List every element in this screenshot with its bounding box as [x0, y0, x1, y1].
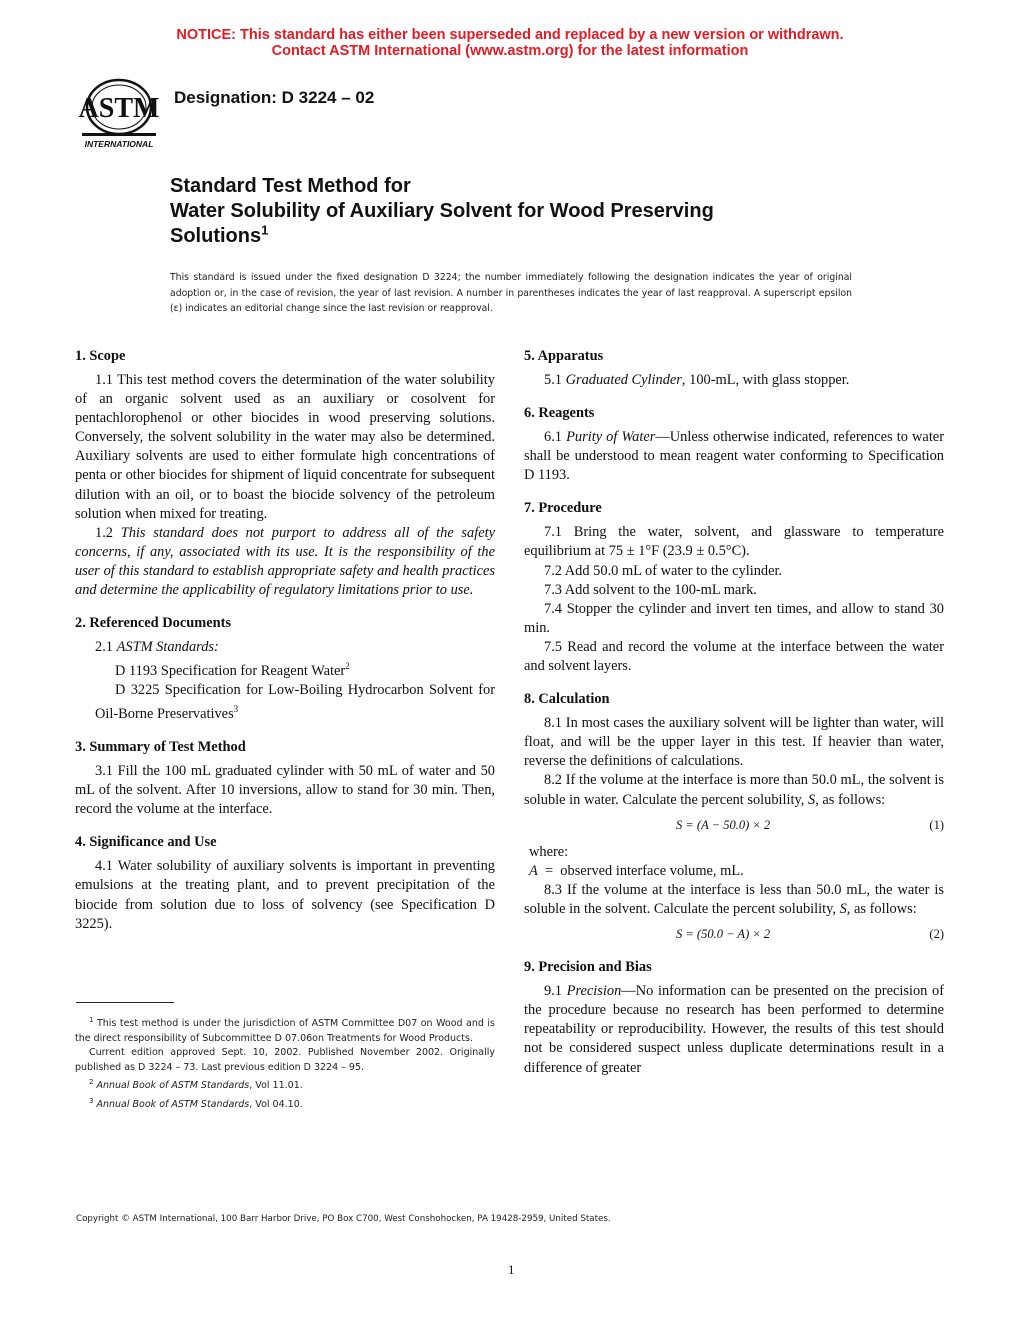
paragraph-text: —No information can be presented on the precision of the procedure because no research has been performed to determine repeatability or reproducibility. However, the results of this test should not be considered suspect unless duplicate determinations result in a difference of greater: [524, 983, 944, 1076]
where-label: where:: [529, 843, 569, 860]
paragraph: 7.2 Add 50.0 mL of water to the cylinder.: [544, 562, 783, 579]
definition-text: = observed interface volume, mL.: [537, 862, 744, 879]
paragraph: 7.3 Add solvent to the 100-mL mark.: [544, 581, 757, 598]
paragraph: 4.1 Water solubility of auxiliary solvents is important in preventing emulsions at the treating plant, and to prevent precipitation of the biocide from solution due to loss of solvency (see Specification D 3225).: [75, 858, 495, 932]
paragraph: 7.5 Read and record the volume at the interface between the water and solvent layers.: [524, 638, 944, 675]
reference-item: [75, 681, 495, 724]
footnote-text: , Vol 11.01.: [249, 1080, 303, 1092]
equation-1: [524, 816, 944, 835]
paragraph-text: 8.3 If the volume at the interface is less than 50.0 mL, the water is soluble in the solvent. Calculate the percent solubility,: [524, 881, 944, 917]
equation-2: [524, 925, 944, 944]
right-column: [524, 346, 944, 1091]
footnote-mark: 2: [345, 661, 350, 672]
section-heading: 8. Calculation: [524, 691, 610, 708]
section-heading: 9. Precision and Bias: [524, 959, 652, 976]
italic-text: Graduated Cylinder: [565, 372, 682, 388]
title-line-3-text: Solutions: [170, 225, 262, 247]
logo-text: ASTM: [78, 93, 160, 124]
equation-text: S = (A − 50.0) × 2: [676, 817, 771, 832]
paragraph-number: 1.2: [95, 524, 121, 541]
paragraph-number: 9.1: [544, 983, 567, 1000]
section-referenced-documents: [75, 613, 495, 724]
title-line-3: [170, 224, 870, 249]
section-significance: [75, 832, 495, 933]
section-heading: 7. Procedure: [524, 500, 602, 517]
section-procedure: [524, 498, 944, 676]
paragraph-number: 5.1: [544, 372, 566, 388]
italic-text: This standard does not purport to address all of the safety concerns, if any, associated with its use. It is the responsibility of the user of this standard to establish appropriate safety and health practices and determine the applicability of regulatory limitations prior to use.: [75, 524, 495, 599]
paragraph: 7.1 Bring the water, solvent, and glassware to temperature equilibrium at 75 ± 1°F (23.9 ± 0.5°C).: [524, 524, 944, 560]
footnote-title: Annual Book of ASTM Standards: [93, 1098, 250, 1110]
reference-text: D 1193 Specification for Reagent Water: [115, 663, 346, 680]
section-scope: [75, 346, 495, 600]
paragraph: [524, 771, 944, 809]
footnote-mark: 2: [89, 1078, 94, 1087]
italic-text: Precision: [566, 983, 622, 1000]
equation-text: S = (50.0 − A) × 2: [676, 927, 771, 942]
title-line-2: Water Solubility of Auxiliary Solvent for Wood Preserving: [170, 200, 714, 222]
paragraph-text: —Unless otherwise indicated, references to water shall be understood to mean reagent water conforming to Specification D 1193.: [524, 429, 944, 484]
footnote: [75, 1075, 495, 1094]
equation-number: (1): [929, 817, 944, 832]
reference-text: D 3225 Specification for Low-Boiling Hydrocarbon Solvent for Oil-Borne Preservatives: [95, 682, 495, 722]
section-reagents: [524, 403, 944, 485]
paragraph: 8.1 In most cases the auxiliary solvent will be lighter than water, will float, and will be the upper layer in this test. If heavier than water, reverse the definitions of calculations.: [524, 715, 944, 770]
footnote-mark: 3: [89, 1096, 94, 1105]
paragraph: 7.4 Stopper the cylinder and invert ten times, and allow to stand 30 min.: [524, 600, 944, 636]
paragraph: [524, 982, 944, 1077]
footnote-divider: [76, 1002, 174, 1003]
copyright: Copyright © ASTM International, 100 Barr Harbor Drive, PO Box C700, West Conshohocken, PA 19428-2959, United States.: [76, 1214, 611, 1224]
section-heading: 3. Summary of Test Method: [75, 739, 246, 756]
section-heading: 1. Scope: [75, 348, 126, 364]
section-calculation: [524, 689, 944, 944]
section-summary: [75, 737, 495, 819]
footnote-mark: 1: [89, 1016, 94, 1024]
paragraph: [75, 524, 495, 600]
astm-logo-icon: [76, 75, 162, 151]
document-title: [170, 174, 870, 249]
section-heading: 2. Referenced Documents: [75, 615, 231, 632]
section-heading: 6. Reagents: [524, 405, 595, 422]
page-number: 1: [508, 1262, 515, 1277]
italic-text: Purity of Water: [566, 429, 656, 446]
section-heading: 5. Apparatus: [524, 348, 604, 364]
left-column: [75, 346, 495, 947]
variable: S: [839, 900, 847, 917]
paragraph-text: , as follows:: [846, 900, 917, 917]
section-apparatus: [524, 346, 944, 390]
footnote: [75, 1094, 495, 1113]
paragraph: [524, 371, 944, 390]
reference-item: [75, 657, 495, 681]
variable: S: [808, 791, 816, 808]
designation: Designation: D 3224 – 02: [174, 88, 375, 107]
footnote-mark: 3: [233, 704, 239, 715]
issue-note: This standard is issued under the fixed designation D 3224; the number immediately following the designation indicates the year of original adoption or, in the case of revision, the year of last revision. A number in parentheses indicates the year of last reapproval. A superscript epsilon (ε) indicates an editorial change since the last revision or reapproval.: [170, 272, 852, 314]
footnote: Current edition approved Sept. 10, 2002. Published November 2002. Originally published as D 3224 – 73. Last previous edition D 3224 – 95.: [75, 1047, 495, 1073]
paragraph-number: 6.1: [544, 429, 567, 446]
italic-text: ASTM Standards:: [116, 639, 219, 656]
footnote: [75, 1013, 495, 1046]
astm-logo: [76, 75, 162, 151]
variable: A: [529, 862, 538, 879]
paragraph-text: 8.2 If the volume at the interface is more than 50.0 mL, the solvent is soluble in water. Calculate the percent solubility,: [524, 772, 944, 808]
section-precision-bias: [524, 957, 944, 1077]
paragraph-text: , 100-mL, with glass stopper.: [681, 372, 850, 388]
paragraph: [524, 881, 944, 919]
title-footnote-mark: 1: [261, 222, 269, 238]
logo-subtext: INTERNATIONAL: [84, 139, 154, 149]
notice-line-2: Contact ASTM International (www.astm.org) for the latest information: [271, 43, 749, 59]
equation-number: (2): [929, 927, 944, 942]
footnote-title: Annual Book of ASTM Standards: [93, 1080, 250, 1092]
paragraph-number: 2.1: [95, 639, 117, 656]
paragraph: [524, 428, 944, 485]
footnotes: [75, 1013, 495, 1112]
title-line-1: Standard Test Method for: [170, 175, 411, 197]
paragraph: 3.1 Fill the 100 mL graduated cylinder with 50 mL of water and 50 mL of the solvent. After 10 inversions, allow to stand for 30 min. Then, record the volume at the interface.: [75, 763, 495, 818]
footnote-text: , Vol 04.10.: [249, 1098, 303, 1110]
where-definition: [529, 862, 944, 881]
notice-line-1: NOTICE: This standard has either been superseded and replaced by a new version or withdrawn.: [176, 27, 844, 43]
section-heading: 4. Significance and Use: [75, 834, 217, 851]
notice-banner: [0, 27, 1020, 59]
footnote-text: This test method is under the jurisdiction of ASTM Committee D07 on Wood and is the direct responsibility of Subcommittee D 07.06on Treatments for Wood Products.: [75, 1018, 495, 1044]
paragraph-text: , as follows:: [815, 791, 886, 808]
paragraph: [75, 638, 495, 657]
paragraph: 1.1 This test method covers the determination of the water solubility of an organic solvent used as an auxiliary or cosolvent for pentachlorophenol or other biocides in wood preserving solutions. Conversely, the solvent solubility in the water may also be determined. Auxiliary solvents are used to either formulate high concentrations of penta or other biocides for shipment of liquid concentrate for subsequent dilution with an oil, or to boast the biocide solvency of the petroleum solution when mixed for treating.: [75, 372, 495, 522]
